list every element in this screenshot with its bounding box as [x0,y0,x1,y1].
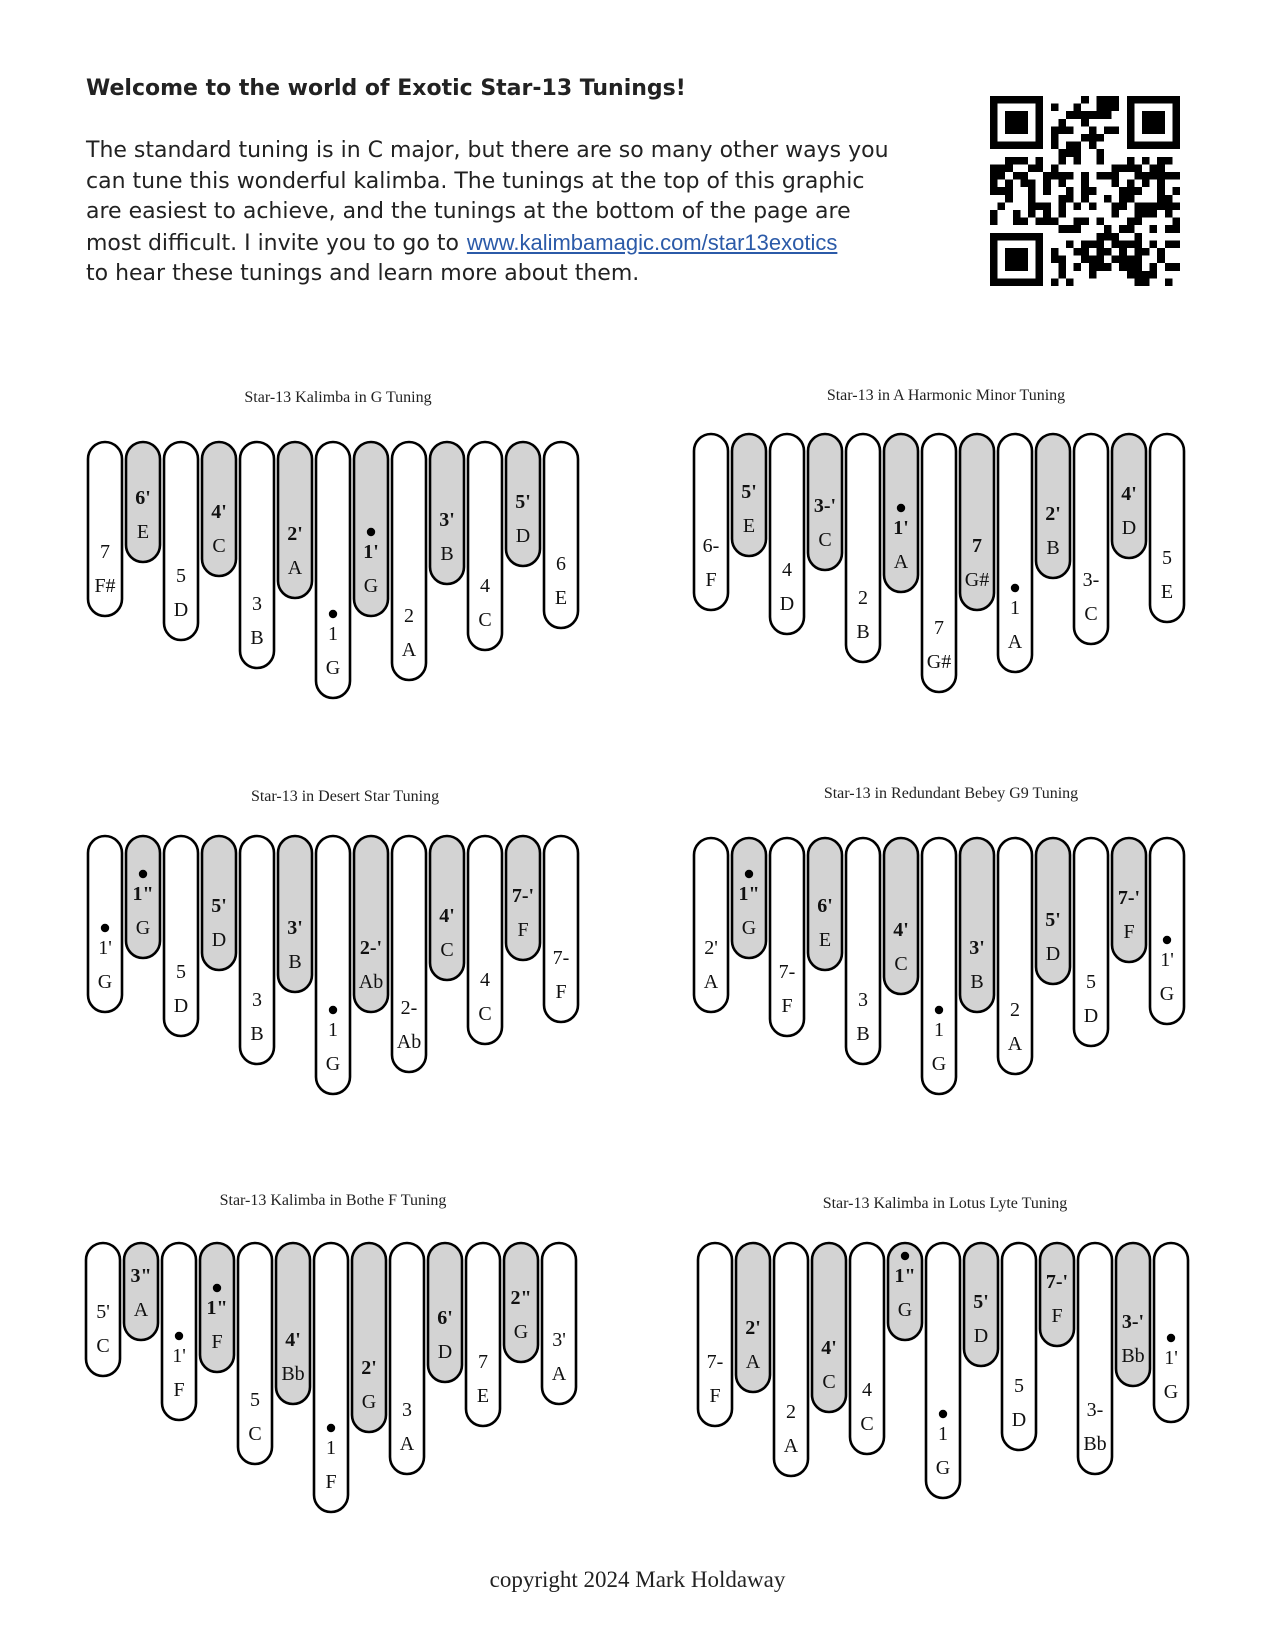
diagram-title: Star-13 in Redundant Bebey G9 Tuning [823,785,1079,802]
kalimba-tine [164,836,198,1036]
tine-note: D [779,593,795,615]
kalimba-tine [542,1243,576,1404]
kalimba-tine [430,836,464,980]
tine-note: C [818,529,832,551]
kalimba-tine [466,1243,500,1426]
tine-note: A [551,1363,567,1385]
intro-line: can tune this wonderful kalimba. The tunings at the top of this graphic [86,168,865,194]
tine-note: F [709,1385,721,1407]
kalimba-tine [960,434,994,610]
kalimba-tine [698,1243,732,1426]
kalimba-tine [926,1243,960,1498]
tine-note: G [361,1391,377,1413]
tine-note: D [211,929,227,951]
diagram-title: Star-13 Kalimba in Bothe F Tuning [219,1192,447,1209]
kalimba-tine [544,836,578,1022]
kalimba-tine [468,836,502,1044]
tine-note: D [973,1325,989,1347]
tine-number: 1 [328,1019,338,1041]
tine-number: 4 [862,1379,872,1401]
kalimba-tine [922,838,956,1094]
kalimba-tine [354,836,388,1012]
tine-note: A [703,971,719,993]
kalimba-tine [316,836,350,1094]
kalimba-tine [506,442,540,566]
tine-number: 5 [176,961,186,983]
tine-note: E [818,929,832,951]
kalimba-tine [544,442,578,628]
tine-note: C [478,1003,492,1025]
tine-number: 7 [478,1351,488,1373]
tine-number: 2' [287,523,303,545]
tine-note: Ab [358,971,384,993]
kalimba-tine [1078,1243,1112,1474]
octave-dot-icon [139,870,147,878]
tine-number: 5 [1014,1375,1024,1397]
kalimba-tine [732,434,766,556]
tine-number: 1' [1164,1347,1178,1369]
kalimba-tine [428,1243,462,1382]
octave-dot-icon [939,1410,947,1418]
tine-number: 4 [480,969,490,991]
octave-dot-icon [745,870,753,878]
tine-note: B [970,971,984,993]
kalimba-tine [88,442,122,616]
tine-note: Bb [281,1363,305,1385]
tine-number: 2 [404,605,414,627]
tine-number: 3- [1082,569,1100,591]
tine-number: 4' [1121,483,1137,505]
tine-shaded [124,1243,158,1340]
tine-number: 4' [285,1329,301,1351]
kalimba-tine [998,838,1032,1074]
kalimba-tine [124,1243,158,1340]
tine-note: G [897,1299,913,1321]
tine-note: C [96,1335,110,1357]
page-heading: Welcome to the world of Exotic Star-13 Tunings! [86,76,686,101]
kalimba-tine [770,434,804,634]
kalimba-tine [1040,1243,1074,1346]
tuning-diagram [698,1195,1188,1498]
kalimba-tine [1150,838,1184,1024]
tine-note: A [133,1299,149,1321]
diagram-title: Star-13 Kalimba in G Tuning [244,389,432,406]
tine-note: G [325,1053,341,1075]
tine-note: B [1046,537,1060,559]
tine-number: 6' [135,487,151,509]
tine-note: Bb [1083,1433,1107,1455]
octave-dot-icon [901,1252,909,1260]
tine-number: 3-' [813,495,837,517]
kalimba-tine [238,1243,272,1464]
kalimba-tine [316,442,350,698]
kalimba-tine [964,1243,998,1366]
tine-note: C [894,953,908,975]
tine-note: D [1083,1005,1099,1027]
tine-number: 3 [402,1399,412,1421]
kalimba-tine [392,836,426,1072]
kalimba-tine [86,1243,120,1376]
tine-note: B [856,621,870,643]
tine-number: 5 [176,565,186,587]
kalimba-tine [732,838,766,958]
tine-note: A [399,1433,415,1455]
kalimba-tine [846,838,880,1064]
kalimba-tine [240,442,274,668]
tuning-diagram [88,389,578,698]
tine-number: 2' [1045,503,1061,525]
tine-number: 5' [515,491,531,513]
tine-note: E [742,515,756,537]
tine-number: 5' [96,1301,110,1323]
kalimba-tine [162,1243,196,1420]
kalimba-tine [888,1243,922,1340]
tine-note: A [1007,1033,1023,1055]
tine-note: F [1123,921,1135,943]
tine-note: D [1045,943,1061,965]
kalimba-tine [808,838,842,970]
tine-note: G [931,1053,947,1075]
kalimba-tine [1116,1243,1150,1386]
tine-number: 5' [741,481,757,503]
octave-dot-icon [327,1424,335,1432]
kalimba-tine [240,836,274,1064]
tine-number: 1 [934,1019,944,1041]
tine-note: F [325,1471,337,1493]
octave-dot-icon [329,610,337,618]
tine-number: 3' [969,937,985,959]
tine-note: F# [94,575,116,597]
kalimba-tine [354,442,388,616]
kalimba-tine [126,836,160,958]
tine-note: G [135,917,151,939]
kalimba-tine [960,838,994,1012]
tine-number: 3- [1086,1399,1104,1421]
tine-number: 1' [172,1345,186,1367]
tine-note: D [515,525,531,547]
tine-number: 6' [817,895,833,917]
tine-note: Bb [1121,1345,1145,1367]
tine-number: 1 [326,1437,336,1459]
tine-note: F [1051,1305,1063,1327]
tine-number: 4' [439,905,455,927]
tine-note: Ab [396,1031,422,1053]
tine-number: 1" [738,883,760,905]
tine-number: 1' [98,937,112,959]
kalimba-tine [202,836,236,970]
tine-note: A [287,557,303,579]
octave-dot-icon [1163,936,1171,944]
octave-dot-icon [329,1006,337,1014]
kalimba-tine [468,442,502,650]
tuning-diagram [694,387,1184,692]
tine-note: E [1160,581,1174,603]
kalimba-tine [1074,434,1108,644]
octave-dot-icon [101,924,109,932]
tuning-diagram [694,785,1184,1094]
tine-note: C [212,535,226,557]
kalimba-tine [392,442,426,680]
tine-number: 5' [211,895,227,917]
octave-dot-icon [897,504,905,512]
tine-number: 7 [972,535,982,557]
tine-number: 4 [480,575,490,597]
tine-number: 1" [206,1297,228,1319]
tine-number: 2-' [359,937,383,959]
tine-note: B [250,627,264,649]
kalimba-tine [808,434,842,570]
tine-note: B [440,543,454,565]
tine-note: A [401,639,417,661]
tine-note: E [476,1385,490,1407]
tine-note: E [136,521,150,543]
tine-number: 1" [894,1265,916,1287]
tine-number: 3' [552,1329,566,1351]
kalimba-tine [506,836,540,960]
tine-note: B [288,951,302,973]
kalimba-tine [202,442,236,576]
intro-line: The standard tuning is in C major, but there are so many other ways you [86,138,889,163]
kalimba-tine [200,1243,234,1372]
tine-number: 2 [858,587,868,609]
kalimba-tine [430,442,464,584]
kalimba-tine [1036,434,1070,578]
tine-number: 2' [745,1317,761,1339]
tine-note: D [1121,517,1137,539]
tine-number: 3-' [1121,1311,1145,1333]
kalimba-tine [88,836,122,1012]
kalimba-tine [352,1243,386,1432]
tine-number: 3 [858,989,868,1011]
tine-number: 5 [1086,971,1096,993]
tine-number: 7- [552,947,570,969]
octave-dot-icon [1011,584,1019,592]
intro-line: to hear these tunings and learn more about them. [86,261,640,286]
kalimba-tine [884,838,918,994]
tine-number: 5 [250,1389,260,1411]
kalimba-tine [694,838,728,1012]
tine-number: 4 [782,559,792,581]
tine-number: 2 [1010,999,1020,1021]
tine-number: 7- [706,1351,724,1373]
tine-note: G [1159,983,1175,1005]
kalimba-tine [278,836,312,992]
tine-number: 6 [556,553,566,575]
tine-note: C [860,1413,874,1435]
tine-number: 7 [100,541,110,563]
tine-note: C [1084,603,1098,625]
kalimba-tine [812,1243,846,1412]
tine-number: 4' [893,919,909,941]
tine-number: 2' [704,937,718,959]
tine-number: 7-' [1117,887,1141,909]
tine-note: G [325,657,341,679]
tine-number: 3 [252,989,262,1011]
tine-note: F [705,569,717,591]
tine-number: 3' [439,509,455,531]
kalimba-tine [922,434,956,692]
tine-note: G [935,1457,951,1479]
octave-dot-icon [175,1332,183,1340]
tine-note: G [363,575,379,597]
tine-note: B [856,1023,870,1045]
tine-note: F [781,995,793,1017]
tine-note: F [173,1379,185,1401]
tine-number: 7- [778,961,796,983]
intro-line: are easiest to achieve, and the tunings at the bottom of the page are [86,199,851,224]
tine-note: F [517,919,529,941]
octave-dot-icon [1167,1334,1175,1342]
intro-text: most difficult. I invite you to go to [86,230,459,256]
kalimba-tine [1002,1243,1036,1450]
diagram-title: Star-13 in A Harmonic Minor Tuning [826,387,1066,404]
tine-number: 1 [938,1423,948,1445]
tine-number: 1 [328,623,338,645]
octave-dot-icon [935,1006,943,1014]
tuning-diagram [88,788,578,1094]
tine-number: 1' [1160,949,1174,971]
tine-number: 6' [437,1307,453,1329]
tine-number: 4' [211,501,227,523]
tine-number: 3" [130,1265,152,1287]
kalimba-tine [850,1243,884,1454]
tine-number: 1' [893,517,909,539]
tine-number: 7 [934,617,944,639]
kalimba-tine [884,434,918,592]
tine-number: 5 [1162,547,1172,569]
tine-note: A [783,1435,799,1457]
tine-note: C [248,1423,262,1445]
tine-number: 7-' [1045,1271,1069,1293]
octave-dot-icon [367,528,375,536]
kalimba-tine [314,1243,348,1512]
tine-note: G# [926,651,952,673]
kalimba-tine [774,1243,808,1476]
tine-note: F [211,1331,223,1353]
tine-number: 2 [786,1401,796,1423]
tine-note: G [741,917,757,939]
tine-number: 4' [821,1337,837,1359]
kalimba-tine [736,1243,770,1392]
tine-note: D [173,599,189,621]
tine-note: E [554,587,568,609]
tine-note: B [250,1023,264,1045]
kalimba-tine [1112,434,1146,558]
tine-number: 2- [400,997,418,1019]
diagram-title: Star-13 Kalimba in Lotus Lyte Tuning [822,1195,1068,1212]
tine-note: G [97,971,113,993]
tine-note: C [822,1371,836,1393]
diagram-title: Star-13 in Desert Star Tuning [250,788,440,805]
kalimba-tine [770,838,804,1036]
tine-shaded [1040,1243,1074,1346]
tine-number: 5' [973,1291,989,1313]
tine-number: 1 [1010,597,1020,619]
tine-note: C [478,609,492,631]
kalimba-tine [504,1243,538,1362]
kalimba-tine [694,434,728,610]
tine-note: A [745,1351,761,1373]
tine-number: 3' [287,917,303,939]
kalimba-tine [390,1243,424,1474]
octave-dot-icon [213,1284,221,1292]
kalimba-tine [276,1243,310,1404]
tine-note: D [173,995,189,1017]
kalimba-tine [278,442,312,598]
kalimba-tine [1154,1243,1188,1422]
tine-number: 2' [361,1357,377,1379]
tine-note: G [513,1321,529,1343]
tine-note: G# [964,569,990,591]
kalimba-tine [1036,838,1070,984]
tine-number: 5' [1045,909,1061,931]
tine-number: 7-' [511,885,535,907]
kalimba-tine [1150,434,1184,622]
tine-note: A [893,551,909,573]
tine-note: C [440,939,454,961]
kalimba-tine [164,442,198,640]
kalimba-tine [126,442,160,562]
tine-note: D [437,1341,453,1363]
tine-number: 1" [132,883,154,905]
tine-number: 1' [363,541,379,563]
tine-note: D [1011,1409,1027,1431]
kalimba-tine [1074,838,1108,1046]
tine-note: A [1007,631,1023,653]
website-link[interactable]: www.kalimbamagic.com/star13exotics [466,229,838,255]
tine-number: 3 [252,593,262,615]
tine-note: G [1163,1381,1179,1403]
copyright-text: copyright 2024 Mark Holdaway [489,1567,786,1592]
kalimba-tine [846,434,880,662]
tine-number: 6- [702,535,720,557]
tine-number: 2" [510,1287,532,1309]
tuning-diagram [86,1192,576,1512]
kalimba-tine [1112,838,1146,962]
tine-note: F [555,981,567,1003]
kalimba-tine [998,434,1032,672]
